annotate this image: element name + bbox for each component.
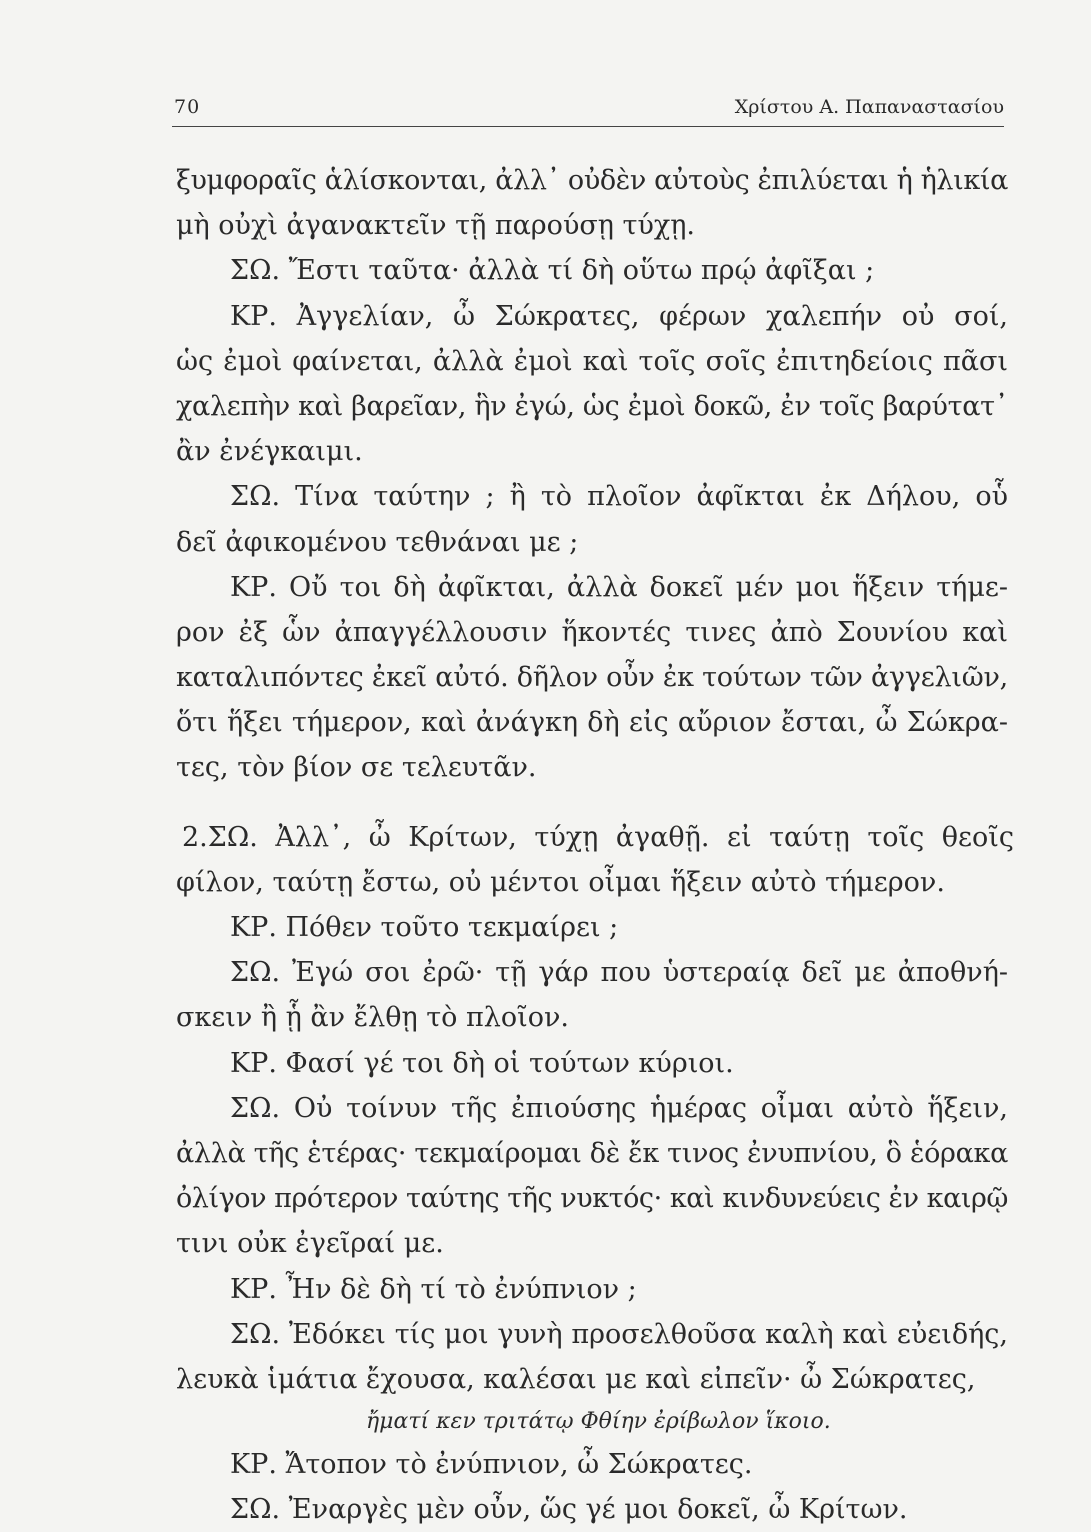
text-line: ἂν ἐνέγκαιμι. xyxy=(176,436,363,468)
text-line: λευκὰ ἱμάτια ἔχουσα, καλέσαι με καὶ εἰπεῖν· ὦ Σώκρατες, xyxy=(176,1363,976,1395)
section-2-first-line xyxy=(176,815,1014,860)
section-gap xyxy=(176,791,1008,815)
text-line: τες, τὸν βίον σε τελευτᾶν. xyxy=(176,752,537,784)
dialogue-line: ΚΡ. Πόθεν τοῦτο τεκμαίρει ; xyxy=(230,912,619,943)
dialogue-line: ΚΡ. Οὔ τοι δὴ ἀφῖκται, ἀλλὰ δοκεῖ μέν μοι ἥξειν τήμε- xyxy=(230,571,1008,603)
page-header xyxy=(172,92,1004,127)
dialogue-line: ΚΡ. Ἄτοπον τὸ ἐνύπνιον, ὦ Σώκρατες. xyxy=(230,1449,753,1481)
dialogue-line: ΣΩ. Οὐ τοίνυν τῆς ἐπιούσης ἡμέρας οἶμαι αὐτὸ ἥξειν, xyxy=(230,1092,1008,1124)
text-line: ὀλίγον πρότερον ταύτης τῆς νυκτός· καὶ κινδυνεύεις ἐν καιρῷ xyxy=(176,1183,1008,1215)
dialogue-line: ΣΩ. Ἐγώ σοι ἐρῶ· τῇ γάρ που ὑστεραίᾳ δεῖ με ἀποθνή- xyxy=(230,957,1008,989)
text-line: καταλιπόντες ἐκεῖ αὐτό. δῆλον οὖν ἐκ τούτων τῶν ἀγγελιῶν, xyxy=(176,662,1008,694)
dialogue-line: ΣΩ. Τίνα ταύτην ; ἢ τὸ πλοῖον ἀφῖκται ἐκ Δήλου, οὗ xyxy=(230,481,1008,513)
text-line: ὅτι ἥξει τήμερον, καὶ ἀνάγκη δὴ εἰς αὔριον ἔσται, ὦ Σώκρα- xyxy=(176,707,1008,739)
text-line: δεῖ ἀφικομένου τεθνάναι με ; xyxy=(176,526,579,558)
text-line: ρον ἐξ ὧν ἀπαγγέλλουσιν ἥκοντές τινες ἀπὸ Σουνίου καὶ xyxy=(176,616,1008,648)
dialogue-line: ΣΩ. Ἐναργὲς μὲν οὖν, ὥς γέ μοι δοκεῖ, ὦ Κρίτων. xyxy=(230,1494,908,1526)
text-line: μὴ οὐχὶ ἀγανακτεῖν τῇ παρούσῃ τύχῃ. xyxy=(176,210,696,242)
dialogue-line: ΚΡ. Ἦν δὲ δὴ τί τὸ ἐνύπνιον ; xyxy=(230,1273,637,1305)
dialogue-line: ΣΩ. Ἐδόκει τίς μοι γυνὴ προσελθοῦσα καλὴ καὶ εὐειδής, xyxy=(230,1318,1008,1350)
text-line: χαλεπὴν καὶ βαρεῖαν, ἣν ἐγώ, ὡς ἐμοὶ δοκῶ, ἐν τοῖς βαρύτατ᾿ xyxy=(176,390,1008,422)
text-line: τινι οὐκ ἐγεῖραί με. xyxy=(176,1228,444,1260)
main-text xyxy=(176,158,1014,1532)
text-line: ἀλλὰ τῆς ἑτέρας· τεκμαίρομαι δὲ ἔκ τινος ἐνυπνίου, ὃ ἑόρακα xyxy=(176,1137,1008,1169)
text-line: φίλον, ταύτῃ ἔστω, οὐ μέντοι οἶμαι ἥξειν αὐτὸ τήμερον. xyxy=(176,866,945,898)
dialogue-line: ΣΩ. Ἔστι ταῦτα· ἀλλὰ τί δὴ οὕτω πρῴ ἀφῖξαι ; xyxy=(230,255,875,287)
page-number: 70 xyxy=(174,96,201,118)
dialogue-line: ΚΡ. Ἀγγελίαν, ὦ Σώκρατες, φέρων χαλεπήν οὐ σοί, xyxy=(230,300,1008,332)
section-number: 2. xyxy=(182,821,208,853)
dialogue-text: ΣΩ. Ἀλλ᾿, ὦ Κρίτων, τύχῃ ἀγαθῇ. εἰ ταύτῃ τοῖς θεοῖς xyxy=(207,821,1014,853)
running-title: Χρίστου Α. Παπαναστασίου xyxy=(734,96,1004,118)
dialogue-line: ΚΡ. Φασί γέ τοι δὴ οἱ τούτων κύριοι. xyxy=(230,1047,734,1079)
text-line: σκειν ἢ ᾗ ἂν ἔλθῃ τὸ πλοῖον. xyxy=(176,1002,569,1034)
homeric-verse-quote: ἤματί κεν τριτάτῳ Φθίην ἐρίβωλον ἵκοιο. xyxy=(366,1409,831,1435)
text-line: ξυμφοραῖς ἁλίσκονται, ἀλλ᾿ οὐδὲν αὐτοὺς ἐπιλύεται ἡ ἡλικία xyxy=(176,165,1008,196)
text-line: ὡς ἐμοὶ φαίνεται, ἀλλὰ ἐμοὶ καὶ τοῖς σοῖς ἐπιτηδείοις πᾶσι xyxy=(176,345,1008,377)
